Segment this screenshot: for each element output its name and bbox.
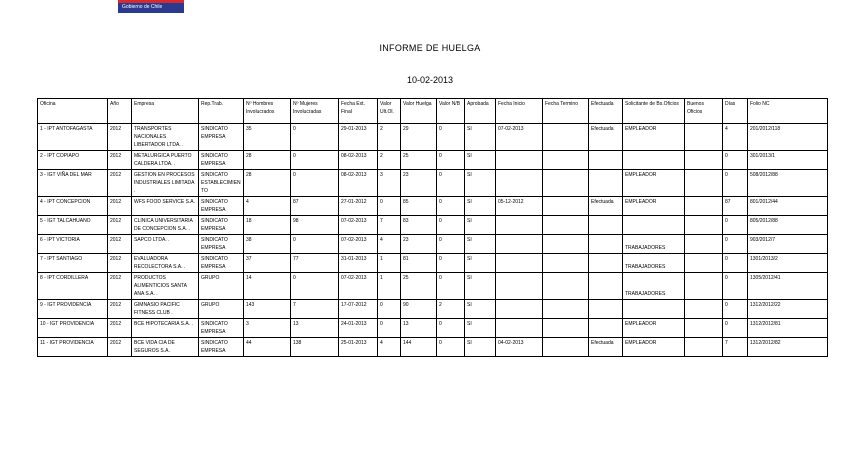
table-cell: BCE VIDA CIA DE SEGUROS S.A. <box>132 338 199 357</box>
table-cell: 29 <box>401 124 437 151</box>
column-header: Valor N/B <box>437 99 465 124</box>
table-cell: 25 <box>401 151 437 170</box>
table-cell <box>685 151 723 170</box>
table-cell <box>623 216 685 235</box>
report-date: 10-02-2013 <box>406 75 454 85</box>
table-cell: 0 <box>291 170 339 197</box>
table-cell <box>685 300 723 319</box>
table-cell <box>496 170 543 197</box>
table-cell <box>543 273 589 300</box>
table-cell: EVALUADORA RECOLECTORA S.A. . <box>132 254 199 273</box>
table-cell: 8 - IPT CORDILLERA <box>38 273 108 300</box>
table-cell: 90 <box>401 300 437 319</box>
table-cell <box>589 273 623 300</box>
column-header: Nº Hombres Involucrados <box>244 99 291 124</box>
table-cell: 0 <box>437 338 465 357</box>
table-cell: 08-02-2013 <box>339 151 378 170</box>
column-header: Efectuada <box>589 99 623 124</box>
table-cell <box>623 300 685 319</box>
table-cell: 1305/2012/41 <box>748 273 828 300</box>
column-header: Días <box>723 99 748 124</box>
table-cell: 08-02-2013 <box>339 170 378 197</box>
table-row <box>38 300 828 319</box>
table-cell: SI <box>465 338 496 357</box>
table-row <box>38 338 828 357</box>
table-cell: 0 <box>723 216 748 235</box>
table-cell: EMPLEADOR <box>623 170 685 197</box>
table-row <box>38 197 828 216</box>
table-cell: 903/2012/7 <box>748 235 828 254</box>
table-cell <box>496 319 543 338</box>
table-cell: TRANSPORTES NACIONALES LIBERTADOR LTDA. . <box>132 124 199 151</box>
table-cell <box>589 151 623 170</box>
table-cell: WFS FOOD SERVICE S.A. <box>132 197 199 216</box>
table-cell: 201/2012/118 <box>748 124 828 151</box>
table-cell: 3 - IGT VIÑA DEL MAR <box>38 170 108 197</box>
table-cell: Efectuada <box>589 338 623 357</box>
table-row <box>38 254 828 273</box>
table-cell: 04-02-2013 <box>496 338 543 357</box>
table-cell <box>685 273 723 300</box>
table-cell: 4 <box>378 235 401 254</box>
table-cell: 24-01-2013 <box>339 319 378 338</box>
table-cell <box>496 254 543 273</box>
table-cell: 2012 <box>108 338 132 357</box>
table-cell: 28 <box>244 151 291 170</box>
table-cell: SINDICATO EMPRESA <box>199 124 244 151</box>
column-header: Año <box>108 99 132 124</box>
table-cell: 0 <box>291 235 339 254</box>
column-header: Valor Huelga <box>401 99 437 124</box>
table-cell <box>685 254 723 273</box>
table-cell: 2012 <box>108 151 132 170</box>
table-cell: 28 <box>244 170 291 197</box>
report-title: INFORME DE HUELGA <box>379 43 481 53</box>
table-cell <box>496 235 543 254</box>
table-cell <box>543 216 589 235</box>
table-cell <box>543 254 589 273</box>
table-cell: TRABAJADORES <box>623 235 685 254</box>
table-cell: SINDICATO EMPRESA <box>199 235 244 254</box>
column-header: Fecha Inicio <box>496 99 543 124</box>
table-cell: 13 <box>401 319 437 338</box>
table-cell: 143 <box>244 300 291 319</box>
table-cell: 2012 <box>108 235 132 254</box>
table-cell: 0 <box>378 197 401 216</box>
table-cell: SINDICATO ESTABLECIMIENTO <box>199 170 244 197</box>
table-cell <box>685 216 723 235</box>
table-cell: 17-07-2012 <box>339 300 378 319</box>
table-cell: 9 - IGT PROVIDENCIA <box>38 300 108 319</box>
table-cell: 7 <box>723 338 748 357</box>
table-cell <box>543 124 589 151</box>
table-cell: 0 <box>723 273 748 300</box>
table-cell: 0 <box>723 170 748 197</box>
table-cell: 05-12-2012 <box>496 197 543 216</box>
table-cell: 25-01-2013 <box>339 338 378 357</box>
table-cell: 0 <box>723 254 748 273</box>
logo-red-stripe <box>118 0 184 3</box>
table-cell: 7 <box>378 216 401 235</box>
table-cell: SI <box>465 151 496 170</box>
table-cell <box>685 235 723 254</box>
table-cell: 4 <box>244 197 291 216</box>
table-cell: 13 <box>291 319 339 338</box>
table-row <box>38 319 828 338</box>
table-cell: SINDICATO EMPRESA <box>199 151 244 170</box>
table-cell <box>496 151 543 170</box>
table-cell: 4 <box>378 338 401 357</box>
table-cell: SI <box>465 300 496 319</box>
table-cell <box>685 124 723 151</box>
table-cell: 0 <box>291 273 339 300</box>
table-cell: 2012 <box>108 273 132 300</box>
column-header: Aprobada <box>465 99 496 124</box>
table-cell: 138 <box>291 338 339 357</box>
table-cell <box>685 197 723 216</box>
table-cell <box>543 300 589 319</box>
table-cell: 07-02-2013 <box>339 235 378 254</box>
table-cell: 2012 <box>108 254 132 273</box>
column-header: Nº Mujeres Involucradas <box>291 99 339 124</box>
table-cell: 7 <box>291 300 339 319</box>
table-cell: BCE HIPOTECARIA S.A. . <box>132 319 199 338</box>
table-row <box>38 124 828 151</box>
table-cell: 508/2012/88 <box>748 170 828 197</box>
table-cell <box>623 151 685 170</box>
table-cell: 29-01-2013 <box>339 124 378 151</box>
table-cell: 4 <box>723 124 748 151</box>
table-cell: SINDICATO EMPRESA <box>199 254 244 273</box>
gobierno-logo <box>118 0 184 13</box>
table-cell <box>543 151 589 170</box>
column-header: Rep.Trab. <box>199 99 244 124</box>
table-cell: SI <box>465 216 496 235</box>
table-cell: 2012 <box>108 300 132 319</box>
table-cell: 1312/2012/81 <box>748 319 828 338</box>
table-cell: 0 <box>291 124 339 151</box>
table-cell: SINDICATO EMPRESA <box>199 338 244 357</box>
table-cell: 0 <box>378 319 401 338</box>
table-row <box>38 235 828 254</box>
table-cell: 3 <box>378 170 401 197</box>
table-cell: 0 <box>723 235 748 254</box>
table-cell: 6 - IPT VICTORIA <box>38 235 108 254</box>
column-header: Valor Ult.Ol. <box>378 99 401 124</box>
table-cell <box>589 319 623 338</box>
table-cell <box>543 197 589 216</box>
table-cell: SI <box>465 124 496 151</box>
table-cell: 0 <box>437 124 465 151</box>
table-cell: 1 <box>378 273 401 300</box>
table-cell: SINDICATO EMPRESA <box>199 216 244 235</box>
table-cell: 38 <box>244 235 291 254</box>
table-cell <box>543 235 589 254</box>
table-cell: SINDICATO EMPRESA <box>199 197 244 216</box>
table-cell <box>589 235 623 254</box>
table-cell: 87 <box>723 197 748 216</box>
table-cell: GRUPO <box>199 273 244 300</box>
table-cell: Efectuada <box>589 124 623 151</box>
column-header: Fecha Termino <box>543 99 589 124</box>
table-cell: SI <box>465 319 496 338</box>
table-cell <box>685 319 723 338</box>
table-cell: 85 <box>401 197 437 216</box>
table-row <box>38 273 828 300</box>
table-cell: 0 <box>437 254 465 273</box>
table-row <box>38 216 828 235</box>
table-row <box>38 151 828 170</box>
table-cell: PRODUCTOS ALIMENTICIOS SANTA ANA S.A. . <box>132 273 199 300</box>
table-cell <box>589 170 623 197</box>
column-header: Empresa <box>132 99 199 124</box>
column-header: Fecha Ext. Final <box>339 99 378 124</box>
table-cell <box>543 170 589 197</box>
table-cell: 2012 <box>108 319 132 338</box>
table-cell: 1301/2013/2 <box>748 254 828 273</box>
table-cell: SAPCO LTDA. . <box>132 235 199 254</box>
table-cell: 77 <box>291 254 339 273</box>
table-cell: 801/2012/44 <box>748 197 828 216</box>
table-cell: 0 <box>437 273 465 300</box>
table-cell: 301/2013/1 <box>748 151 828 170</box>
table-cell: 0 <box>723 151 748 170</box>
table-cell: TRABAJADORES <box>623 273 685 300</box>
table-cell: 37 <box>244 254 291 273</box>
table-cell: 2012 <box>108 124 132 151</box>
table-cell: 2 <box>378 124 401 151</box>
table-cell: 27-01-2012 <box>339 197 378 216</box>
table-cell: 2012 <box>108 170 132 197</box>
table-cell <box>685 338 723 357</box>
table-cell: SI <box>465 235 496 254</box>
table-cell: EMPLEADOR <box>623 124 685 151</box>
table-cell: 1 - IPT ANTOFAGASTA <box>38 124 108 151</box>
table-cell <box>496 300 543 319</box>
table-cell: 0 <box>437 197 465 216</box>
table-cell: 4 - IPT CONCEPCION <box>38 197 108 216</box>
table-cell: 81 <box>401 254 437 273</box>
table-cell: 35 <box>244 124 291 151</box>
table-cell: 0 <box>437 319 465 338</box>
table-cell: 0 <box>437 216 465 235</box>
table-cell <box>543 338 589 357</box>
table-cell: 83 <box>401 216 437 235</box>
table-cell: 0 <box>291 151 339 170</box>
table-cell: 0 <box>437 151 465 170</box>
table-cell: 23 <box>401 170 437 197</box>
table-header-row <box>38 99 828 124</box>
column-header: Oficina <box>38 99 108 124</box>
table-cell: 7 - IPT SANTIAGO <box>38 254 108 273</box>
table-cell: 0 <box>437 235 465 254</box>
table-cell: 1312/2012/82 <box>748 338 828 357</box>
table-cell: 07-02-2013 <box>339 273 378 300</box>
table-cell: SINDICATO EMPRESA <box>199 319 244 338</box>
table-cell: GRUPO <box>199 300 244 319</box>
table-cell: 2012 <box>108 216 132 235</box>
table-cell: SI <box>465 273 496 300</box>
table-cell: 07-02-2013 <box>339 216 378 235</box>
table-cell: 31-01-2013 <box>339 254 378 273</box>
table-cell <box>589 300 623 319</box>
table-cell <box>496 273 543 300</box>
table-cell: TRABAJADORES <box>623 254 685 273</box>
table-cell: 98 <box>291 216 339 235</box>
table-cell: 2 <box>378 151 401 170</box>
table-cell: 2 <box>437 300 465 319</box>
column-header: Buenos Oficios <box>685 99 723 124</box>
table-cell: EMPLEADOR <box>623 197 685 216</box>
strike-report-table <box>37 98 828 357</box>
table-cell <box>496 216 543 235</box>
table-cell: 0 <box>723 300 748 319</box>
table-cell: 87 <box>291 197 339 216</box>
table-cell <box>685 170 723 197</box>
table-cell: SI <box>465 197 496 216</box>
logo-text: Gobierno de Chile <box>122 4 163 10</box>
table-cell: 0 <box>437 170 465 197</box>
table-cell: 23 <box>401 235 437 254</box>
table-cell: GESTION EN PROCESOS INDUSTRIALES LIMITADA . <box>132 170 199 197</box>
table-cell: 25 <box>401 273 437 300</box>
table-cell: 07-02-2013 <box>496 124 543 151</box>
table-cell: SI <box>465 254 496 273</box>
table-cell: 1312/2012/22 <box>748 300 828 319</box>
table-cell: EMPLEADOR <box>623 338 685 357</box>
table-cell: 44 <box>244 338 291 357</box>
table-cell: 11 - IGT PROVIDENCIA <box>38 338 108 357</box>
table-cell: 1 <box>378 254 401 273</box>
table-cell: 0 <box>378 300 401 319</box>
table-cell: 3 <box>244 319 291 338</box>
table-cell: 144 <box>401 338 437 357</box>
table-cell <box>543 319 589 338</box>
table-cell: METALURGICA PUERTO CALDERA LTDA. . <box>132 151 199 170</box>
table-cell: 0 <box>723 319 748 338</box>
table-cell <box>589 254 623 273</box>
table-cell: 2012 <box>108 197 132 216</box>
table-cell: GIMNASIO PACIFIC FITNESS CLUB . <box>132 300 199 319</box>
table-cell: CLINICA UNIVERSITARIA DE CONCEPCION S.A. . <box>132 216 199 235</box>
table-cell: Efectuada <box>589 197 623 216</box>
table-cell: 2 - IPT COPIAPO <box>38 151 108 170</box>
table-cell: EMPLEADOR <box>623 319 685 338</box>
table-cell: SI <box>465 170 496 197</box>
table-row <box>38 170 828 197</box>
column-header: Folio NC <box>748 99 828 124</box>
table-cell: 18 <box>244 216 291 235</box>
table-cell: 5 - IGT TALCAHUANO <box>38 216 108 235</box>
table-cell <box>589 216 623 235</box>
table-cell: 10 - IGT PROVIDENCIA <box>38 319 108 338</box>
table-cell: 14 <box>244 273 291 300</box>
column-header: Solicitante de Bs.Oficios <box>623 99 685 124</box>
table-cell: 805/2012/88 <box>748 216 828 235</box>
